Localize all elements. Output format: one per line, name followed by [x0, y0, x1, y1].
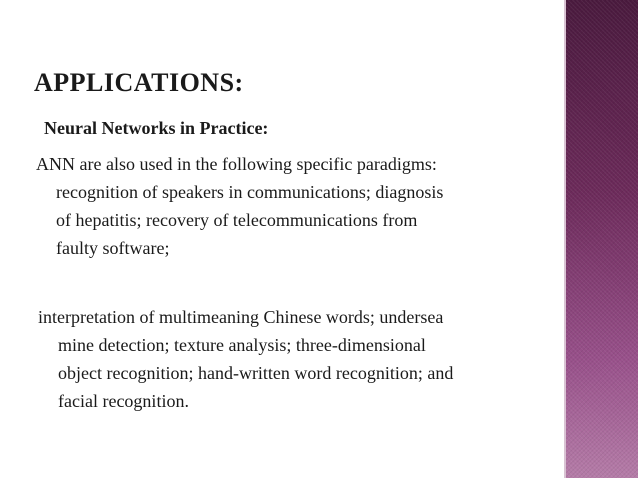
paragraph-paradigms [36, 150, 443, 262]
paragraph-line: facial recognition. [58, 391, 189, 411]
paragraph-line: of hepatitis; recovery of telecommunications from [56, 210, 418, 230]
paragraph-line: interpretation of multimeaning Chinese words; undersea [38, 307, 444, 327]
slide-title: APPLICATIONS: [34, 68, 244, 97]
paragraph-line: faulty software; [56, 238, 170, 258]
paragraph-line: mine detection; texture analysis; three-dimensional [58, 335, 426, 355]
paragraph-line: ANN are also used in the following specific paradigms: [36, 154, 437, 174]
paragraph-line: object recognition; hand-written word recognition; and [58, 363, 454, 383]
slide-subtitle: Neural Networks in Practice: [44, 118, 269, 138]
decorative-side-bar [566, 0, 638, 478]
paragraph-interpretation [38, 303, 453, 415]
paragraph-line: recognition of speakers in communications; diagnosis [56, 182, 444, 202]
